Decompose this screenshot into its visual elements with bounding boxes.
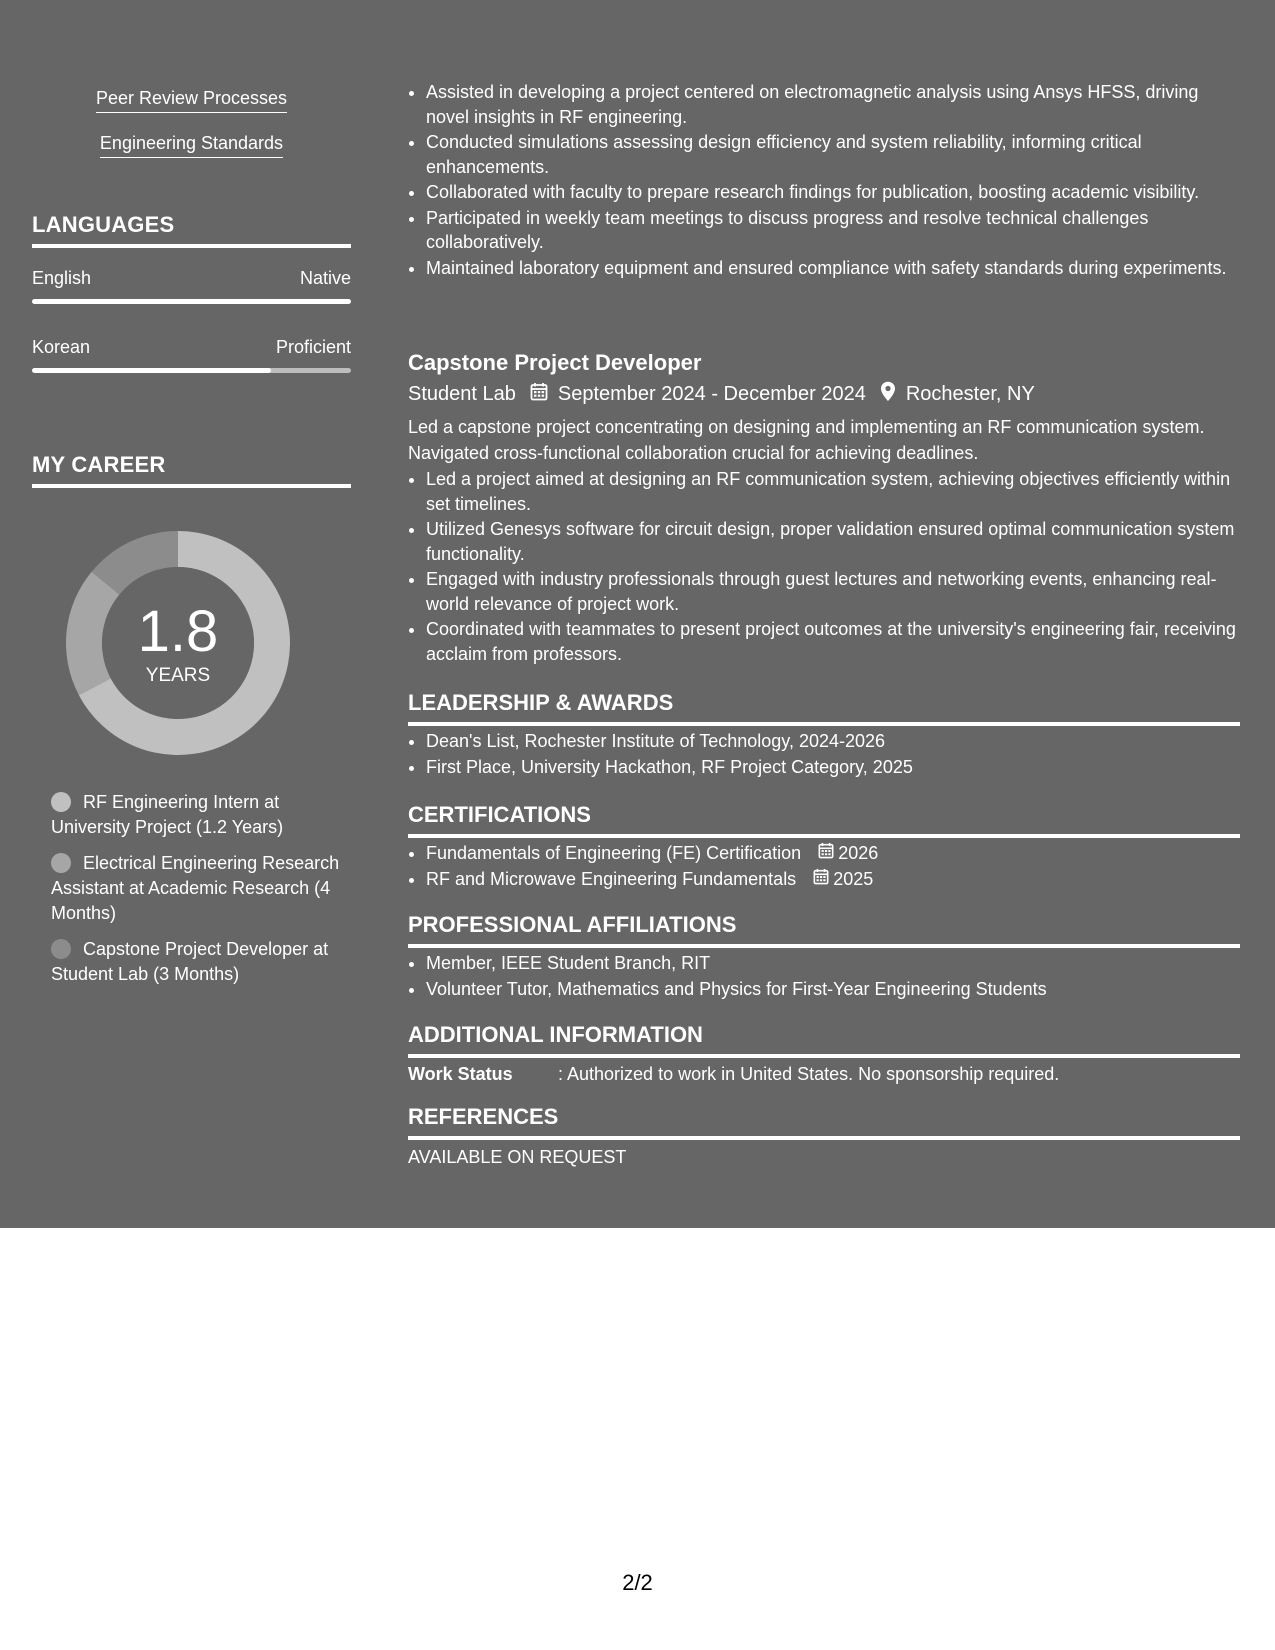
references-heading: REFERENCES: [408, 1104, 1240, 1140]
certification-year: 2025: [833, 868, 874, 889]
list-item: [426, 841, 1240, 866]
work-status-value: : Authorized to work in United States. No sponsorship required.: [558, 1064, 1060, 1084]
career-legend-text: RF Engineering Intern at University Project (1.2 Years): [51, 792, 284, 837]
work-status-label: Work Status: [408, 1064, 513, 1084]
list-item: • Volunteer Tutor, Mathematics and Physics for First-Year Engineering Students: [426, 977, 1240, 1002]
job-location: Rochester, NY: [905, 383, 1035, 405]
leadership-list: [408, 729, 1240, 780]
career-legend-item: [51, 851, 351, 926]
page-number: 2/2: [622, 1570, 653, 1595]
list-item: • Member, IEEE Student Branch, RIT: [426, 951, 1240, 976]
job-description: Led a capstone project concentrating on designing and implementing an RF communication system. Navigated cross-functional collaboration crucial for achieving deadlines.: [408, 417, 1205, 463]
calendar-icon: [813, 867, 829, 892]
list-item: • Dean's List, Rochester Institute of Technology, 2024-2026: [426, 729, 1240, 754]
map-pin-icon: [880, 381, 896, 408]
additional-info-heading: ADDITIONAL INFORMATION: [408, 1022, 1240, 1058]
list-item: • Led a project aimed at designing an RF communication system, achieving objectives efficiently within set timelines.: [426, 467, 1240, 516]
list-item: • Coordinated with teammates to present project outcomes at the university's engineering fair, receiving acclaim from professors.: [426, 617, 1240, 666]
certification-date: [818, 841, 878, 866]
list-item: • Assisted in developing a project centered on electromagnetic analysis using Ansys HFSS, driving novel insights in RF engineering.: [426, 80, 1240, 129]
language-name: English: [32, 268, 92, 288]
career-total-unit: YEARS: [145, 665, 211, 686]
affiliations-heading: PROFESSIONAL AFFILIATIONS: [408, 912, 1240, 948]
calendar-icon: [530, 382, 548, 407]
career-heading: MY CAREER: [32, 452, 351, 488]
legend-dot: [51, 853, 71, 873]
certification-name: RF and Microwave Engineering Fundamentals: [426, 868, 797, 889]
certification-year: 2026: [838, 843, 879, 863]
career-legend: [51, 790, 351, 998]
job-meta: [408, 381, 1240, 408]
career-donut-chart: [66, 531, 290, 755]
calendar-icon: [818, 841, 834, 866]
language-bar-fill: [32, 299, 351, 304]
language-name: Korean: [32, 337, 91, 357]
career-legend-item: [51, 937, 351, 987]
certifications-heading: CERTIFICATIONS: [408, 802, 1240, 838]
career-legend-text: Electrical Engineering Research Assistant at Academic Research (4 Months): [51, 853, 340, 923]
certification-name: Fundamentals of Engineering (FE) Certification: [426, 843, 802, 863]
certification-date: [813, 867, 873, 892]
job-title: Capstone Project Developer: [408, 350, 702, 375]
list-item: • Collaborated with faculty to prepare research findings for publication, boosting academic visibility.: [426, 180, 1240, 205]
legend-dot: [51, 939, 71, 959]
skill-tag-row: [32, 133, 351, 158]
list-item: • Conducted simulations assessing design efficiency and system reliability, informing critical enhancements.: [426, 130, 1240, 179]
job-dates: September 2024 - December 2024: [557, 383, 866, 405]
language-bar-korean: [32, 368, 351, 373]
job-bullets: [408, 467, 1240, 667]
career-legend-text: Capstone Project Developer at Student Lab (3 Months): [51, 939, 329, 984]
list-item: • Utilized Genesys software for circuit design, proper validation ensured optimal communication system functionality.: [426, 517, 1240, 566]
career-legend-item: [51, 790, 351, 840]
list-item: • Participated in weekly team meetings to discuss progress and resolve technical challenges collaboratively.: [426, 206, 1240, 255]
list-item: • Maintained laboratory equipment and ensured compliance with safety standards during experiments.: [426, 256, 1240, 281]
languages-heading: LANGUAGES: [32, 212, 351, 248]
language-bar-english: [32, 299, 351, 304]
career-total-years: 1.8: [137, 599, 219, 664]
language-bar-fill: [32, 368, 271, 373]
certifications-list: [408, 841, 1240, 892]
language-level: Native: [299, 268, 351, 288]
skill-tag-row: [32, 88, 351, 113]
list-item: • First Place, University Hackathon, RF Project Category, 2025: [426, 755, 1240, 780]
legend-dot: [51, 792, 71, 812]
list-item: [426, 867, 1240, 892]
list-item: • Engaged with industry professionals through guest lectures and networking events, enhancing real-world relevance of project work.: [426, 567, 1240, 616]
skill-tag-peer-review[interactable]: Peer Review Processes: [96, 88, 287, 113]
leadership-heading: LEADERSHIP & AWARDS: [408, 690, 1240, 726]
references-text: AVAILABLE ON REQUEST: [408, 1147, 627, 1167]
language-level: Proficient: [275, 337, 351, 357]
affiliations-list: [408, 951, 1240, 1002]
previous-role-bullets: [408, 80, 1240, 281]
job-company: Student Lab: [408, 383, 516, 405]
skill-tag-engineering-standards[interactable]: Engineering Standards: [100, 133, 283, 158]
